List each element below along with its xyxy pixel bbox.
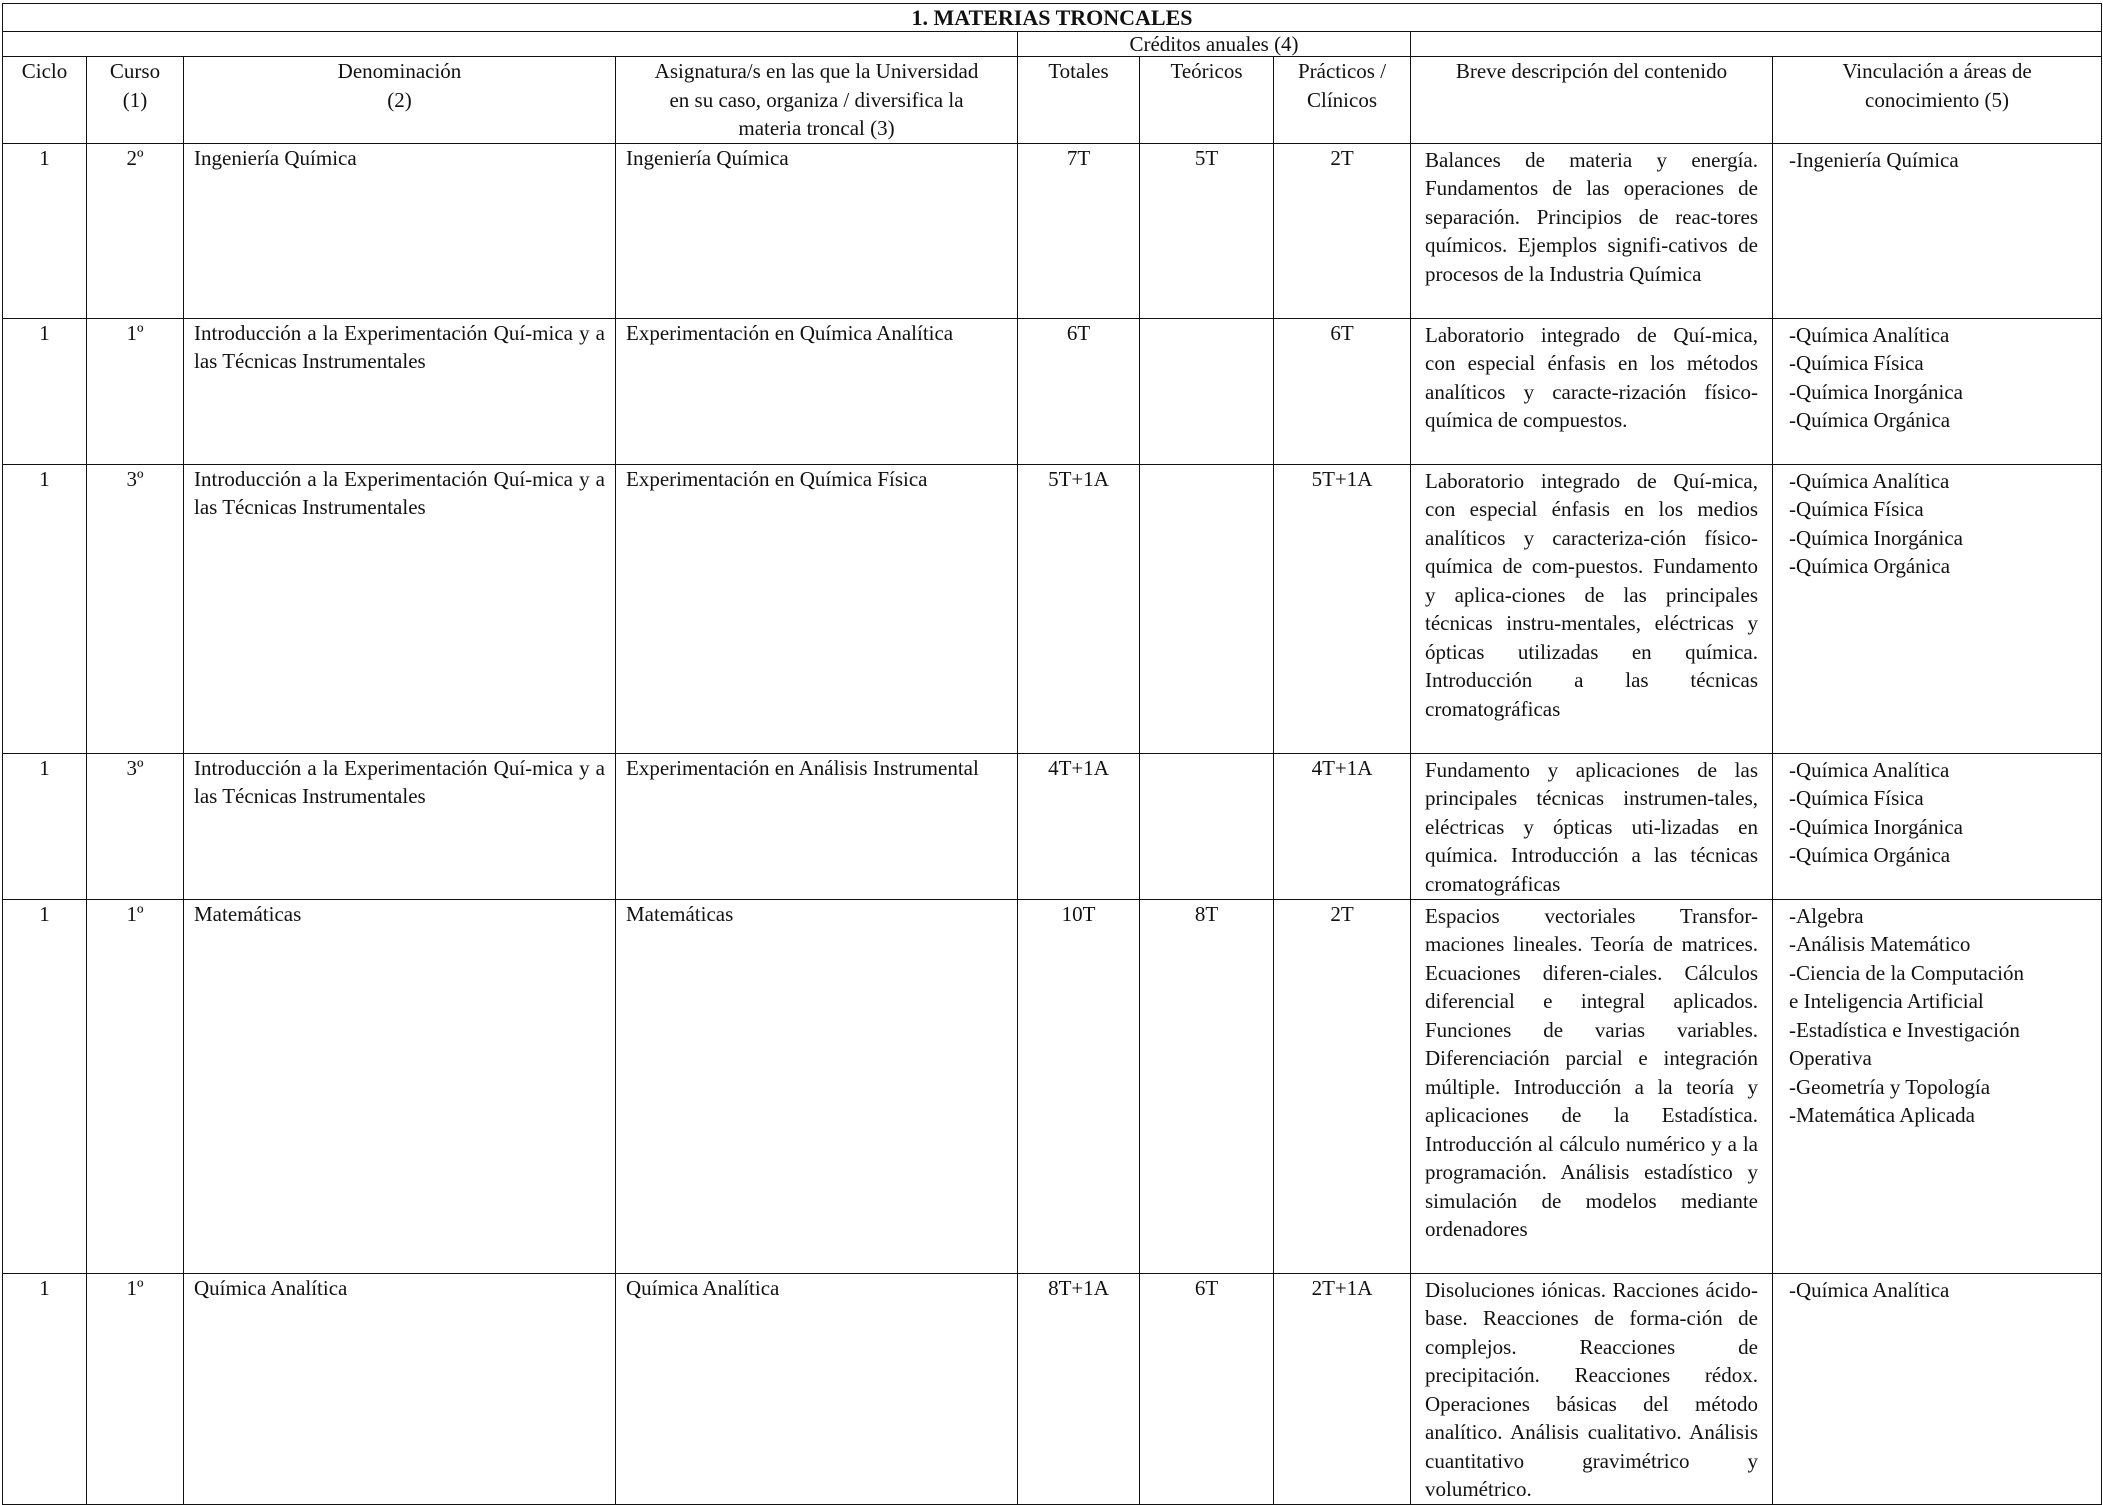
- cell-ciclo: 1: [3, 318, 87, 464]
- cell-asignatura: Experimentación en Química Analítica: [616, 318, 1018, 464]
- table-row: [3, 1273, 2102, 1504]
- cell-curso: 3º: [87, 753, 184, 899]
- cell-curso: 1º: [87, 1273, 184, 1504]
- cell-denominacion: Matemáticas: [184, 899, 616, 1273]
- header-ciclo: Ciclo: [3, 57, 87, 144]
- cell-teoricos: [1140, 753, 1274, 899]
- cell-vinculacion: -Química Analítica: [1773, 1273, 2102, 1504]
- header-denominacion: Denominación (2): [184, 57, 616, 144]
- cell-descripcion: Disoluciones iónicas. Racciones ácido-base. Reacciones de forma-ción de complejos. Reacciones de precipitación. Reacciones rédox. Operaciones básicas del método analítico. Análisis cualitativo. Análisis cuantitativo gravimétrico y volumétrico.: [1411, 1273, 1773, 1504]
- empty-cell: [1411, 32, 2102, 57]
- table-row: [3, 318, 2102, 464]
- cell-denominacion: Introducción a la Experimentación Quí-mica y a las Técnicas Instrumentales: [184, 753, 616, 899]
- cell-teoricos: [1140, 464, 1274, 753]
- cell-practicos: 5T+1A: [1274, 464, 1411, 753]
- header-teoricos: Teóricos: [1140, 57, 1274, 144]
- credits-group-row: [3, 32, 2102, 57]
- cell-ciclo: 1: [3, 143, 87, 318]
- empty-cell: [3, 32, 1018, 57]
- table-row: [3, 464, 2102, 753]
- header-descripcion: Breve descripción del contenido: [1411, 57, 1773, 144]
- cell-vinculacion: -Química Analítica -Química Física -Química Inorgánica -Química Orgánica: [1773, 753, 2102, 899]
- cell-ciclo: 1: [3, 899, 87, 1273]
- cell-vinculacion: -Química Analítica -Química Física -Química Inorgánica -Química Orgánica: [1773, 464, 2102, 753]
- table-title: 1. MATERIAS TRONCALES: [3, 4, 2102, 32]
- credits-group-label: Créditos anuales (4): [1018, 32, 1411, 57]
- cell-totales: 10T: [1018, 899, 1140, 1273]
- cell-descripcion: Laboratorio integrado de Quí-mica, con especial énfasis en los medios analíticos y caracteriza-ción físico-química de com-puestos. Fundamento y aplica-ciones de las principales técnicas instru-mentales, eléctricas y ópticas utilizadas en química. Introducción a las técnicas cromatográficas: [1411, 464, 1773, 753]
- cell-teoricos: 8T: [1140, 899, 1274, 1273]
- header-practicos: Prácticos / Clínicos: [1274, 57, 1411, 144]
- cell-practicos: 2T: [1274, 143, 1411, 318]
- cell-ciclo: 1: [3, 753, 87, 899]
- cell-curso: 1º: [87, 899, 184, 1273]
- cell-descripcion: Balances de materia y energía. Fundamentos de las operaciones de separación. Principios de reac-tores químicos. Ejemplos signifi-cativos de procesos de la Industria Química: [1411, 143, 1773, 318]
- cell-practicos: 4T+1A: [1274, 753, 1411, 899]
- cell-descripcion: Fundamento y aplicaciones de las principales técnicas instrumen-tales, eléctricas y ópticas uti-lizadas en química. Introducción a las técnicas cromatográficas: [1411, 753, 1773, 899]
- cell-denominacion: Química Analítica: [184, 1273, 616, 1504]
- header-curso: Curso (1): [87, 57, 184, 144]
- header-vinculacion: Vinculación a áreas de conocimiento (5): [1773, 57, 2102, 144]
- header-asignatura: Asignatura/s en las que la Universidad en su caso, organiza / diversifica la materia troncal (3): [616, 57, 1018, 144]
- cell-totales: 6T: [1018, 318, 1140, 464]
- cell-asignatura: Matemáticas: [616, 899, 1018, 1273]
- cell-asignatura: Experimentación en Análisis Instrumental: [616, 753, 1018, 899]
- cell-curso: 2º: [87, 143, 184, 318]
- cell-denominacion: Introducción a la Experimentación Quí-mica y a las Técnicas Instrumentales: [184, 318, 616, 464]
- header-row: [3, 57, 2102, 144]
- cell-vinculacion: -Algebra -Análisis Matemático -Ciencia de la Computación e Inteligencia Artificial -Estadística e Investigación Operativa -Geometría y Topología -Matemática Aplicada: [1773, 899, 2102, 1273]
- cell-denominacion: Ingeniería Química: [184, 143, 616, 318]
- cell-asignatura: Ingeniería Química: [616, 143, 1018, 318]
- troncales-table: [2, 3, 2102, 1505]
- cell-teoricos: [1140, 318, 1274, 464]
- cell-descripcion: Laboratorio integrado de Quí-mica, con especial énfasis en los métodos analíticos y caracte-rización físico-química de compuestos.: [1411, 318, 1773, 464]
- cell-totales: 8T+1A: [1018, 1273, 1140, 1504]
- cell-teoricos: 5T: [1140, 143, 1274, 318]
- table-row: [3, 753, 2102, 899]
- cell-vinculacion: -Ingeniería Química: [1773, 143, 2102, 318]
- cell-totales: 5T+1A: [1018, 464, 1140, 753]
- cell-totales: 4T+1A: [1018, 753, 1140, 899]
- cell-curso: 3º: [87, 464, 184, 753]
- cell-curso: 1º: [87, 318, 184, 464]
- table-row: [3, 899, 2102, 1273]
- cell-vinculacion: -Química Analítica -Química Física -Química Inorgánica -Química Orgánica: [1773, 318, 2102, 464]
- cell-ciclo: 1: [3, 464, 87, 753]
- cell-practicos: 6T: [1274, 318, 1411, 464]
- title-row: [3, 4, 2102, 32]
- cell-descripcion: Espacios vectoriales Transfor-maciones lineales. Teoría de matrices. Ecuaciones diferen-ciales. Cálculos diferencial e integral aplicados. Funciones de varias variables. Diferenciación parcial e integración múltiple. Introducción a la teoría y aplicaciones de la Estadística. Introducción al cálculo numérico y a la programación. Análisis estadístico y simulación de modelos mediante ordenadores: [1411, 899, 1773, 1273]
- cell-practicos: 2T: [1274, 899, 1411, 1273]
- table-row: [3, 143, 2102, 318]
- cell-ciclo: 1: [3, 1273, 87, 1504]
- cell-asignatura: Experimentación en Química Física: [616, 464, 1018, 753]
- cell-asignatura: Química Analítica: [616, 1273, 1018, 1504]
- cell-denominacion: Introducción a la Experimentación Quí-mica y a las Técnicas Instrumentales: [184, 464, 616, 753]
- cell-teoricos: 6T: [1140, 1273, 1274, 1504]
- header-totales: Totales: [1018, 57, 1140, 144]
- cell-practicos: 2T+1A: [1274, 1273, 1411, 1504]
- cell-totales: 7T: [1018, 143, 1140, 318]
